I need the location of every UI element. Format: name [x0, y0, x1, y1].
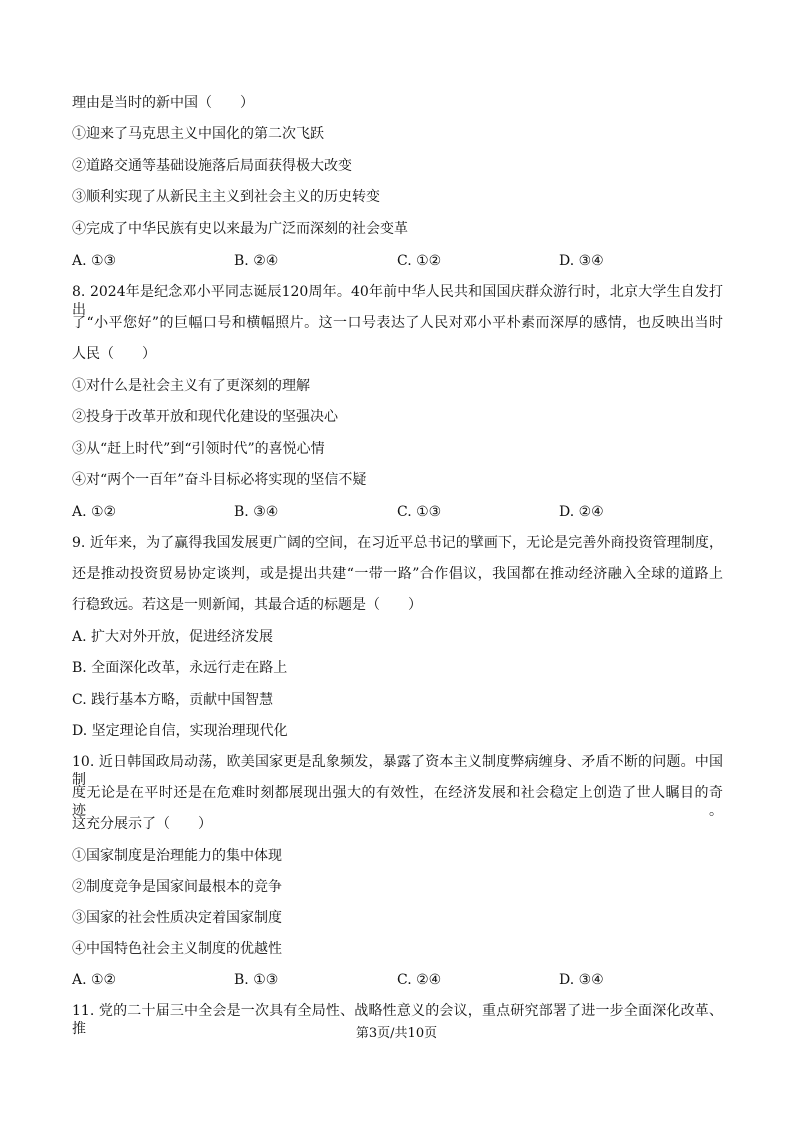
q9-stem-line-1: 9. 近年来，为了赢得我国发展更广阔的空间，在习近平总书记的擘画下，无论是完善外商投资管理制度， [72, 535, 723, 551]
q8-stem-line-3: 人民（ ） [72, 346, 156, 362]
q8-option-b[interactable]: B. ③④ [234, 504, 279, 520]
q8-option-a[interactable]: A. ①② [72, 504, 117, 520]
q9-stem-line-3: 行稳致远。若这是一则新闻，其最合适的标题是（ ） [72, 597, 422, 613]
q7-item-2: ②道路交通等基础设施落后局面获得极大改变 [72, 158, 352, 174]
q7-option-c[interactable]: C. ①② [397, 253, 442, 269]
q10-option-d[interactable]: D. ③④ [559, 972, 604, 988]
q10-item-3: ③国家的社会性质决定着国家制度 [72, 910, 282, 926]
q7-option-d[interactable]: D. ③④ [559, 253, 604, 269]
q9-stem-line-2: 还是推动投资贸易协定谈判，或是提出共建“一带一路”合作倡议，我国都在推动经济融入全球的道路上 [72, 566, 723, 582]
q7-option-b[interactable]: B. ②④ [234, 253, 279, 269]
q10-stem-line-2: 度无论是在平时还是在危难时刻都展现出强大的有效性，在经济发展和社会稳定上创造了世人瞩目的奇迹。 [72, 785, 723, 819]
q11-stem-line-1: 11. 党的二十届三中全会是一次具有全局性、战略性意义的会议，重点研究部署了进一步全面深化改革、推 [72, 1003, 723, 1037]
q10-stem-line-3: 这充分展示了（ ） [72, 816, 212, 832]
q10-item-4: ④中国特色社会主义制度的优越性 [72, 941, 282, 957]
q8-item-2: ②投身于改革开放和现代化建设的坚强决心 [72, 409, 338, 425]
q7-item-1: ①迎来了马克思主义中国化的第二次飞跃 [72, 126, 324, 142]
q8-stem-line-2: 了“小平您好”的巨幅口号和横幅照片。这一口号表达了人民对邓小平朴素而深厚的感情，也反映出当时 [72, 315, 723, 331]
q10-option-c[interactable]: C. ②④ [397, 972, 442, 988]
q8-item-4: ④对“两个一百年”奋斗目标必将实现的坚信不疑 [72, 472, 367, 488]
q7-stem-tail: 理由是当时的新中国（ ） [72, 95, 254, 111]
q7-options [72, 252, 722, 270]
q8-stem-line-1: 8. 2024年是纪念邓小平同志诞辰120周年。40年前中华人民共和国国庆群众游行时，北京大学生自发打出 [72, 284, 723, 318]
q10-option-b[interactable]: B. ①③ [234, 972, 279, 988]
q9-choice-d[interactable]: D. 坚定理论自信，实现治理现代化 [72, 723, 288, 739]
q10-item-1: ①国家制度是治理能力的集中体现 [72, 848, 282, 864]
q8-options [72, 503, 722, 521]
q7-item-3: ③顺利实现了从新民主主义到社会主义的历史转变 [72, 189, 380, 205]
q9-choice-b[interactable]: B. 全面深化改革，永远行走在路上 [72, 660, 288, 676]
q8-option-c[interactable]: C. ①③ [397, 504, 442, 520]
q8-option-d[interactable]: D. ②④ [559, 504, 604, 520]
q7-option-a[interactable]: A. ①③ [72, 253, 117, 269]
q8-item-3: ③从“赶上时代”到“引领时代”的喜悦心情 [72, 441, 325, 457]
q9-choice-c[interactable]: C. 践行基本方略，贡献中国智慧 [72, 692, 274, 708]
q9-choice-a[interactable]: A. 扩大对外开放，促进经济发展 [72, 629, 274, 645]
q10-option-a[interactable]: A. ①② [72, 972, 117, 988]
q7-item-4: ④完成了中华民族有史以来最为广泛而深刻的社会变革 [72, 221, 408, 237]
q10-options [72, 971, 722, 989]
q8-item-1: ①对什么是社会主义有了更深刻的理解 [72, 378, 310, 394]
q10-stem-line-1: 10. 近日韩国政局动荡，欧美国家更是乱象频发，暴露了资本主义制度弊病缠身、矛盾不断的问题。中国制 [72, 754, 723, 788]
page-number: 第3页/共10页 [355, 1026, 438, 1041]
q10-item-2: ②制度竞争是国家间最根本的竞争 [72, 879, 282, 895]
